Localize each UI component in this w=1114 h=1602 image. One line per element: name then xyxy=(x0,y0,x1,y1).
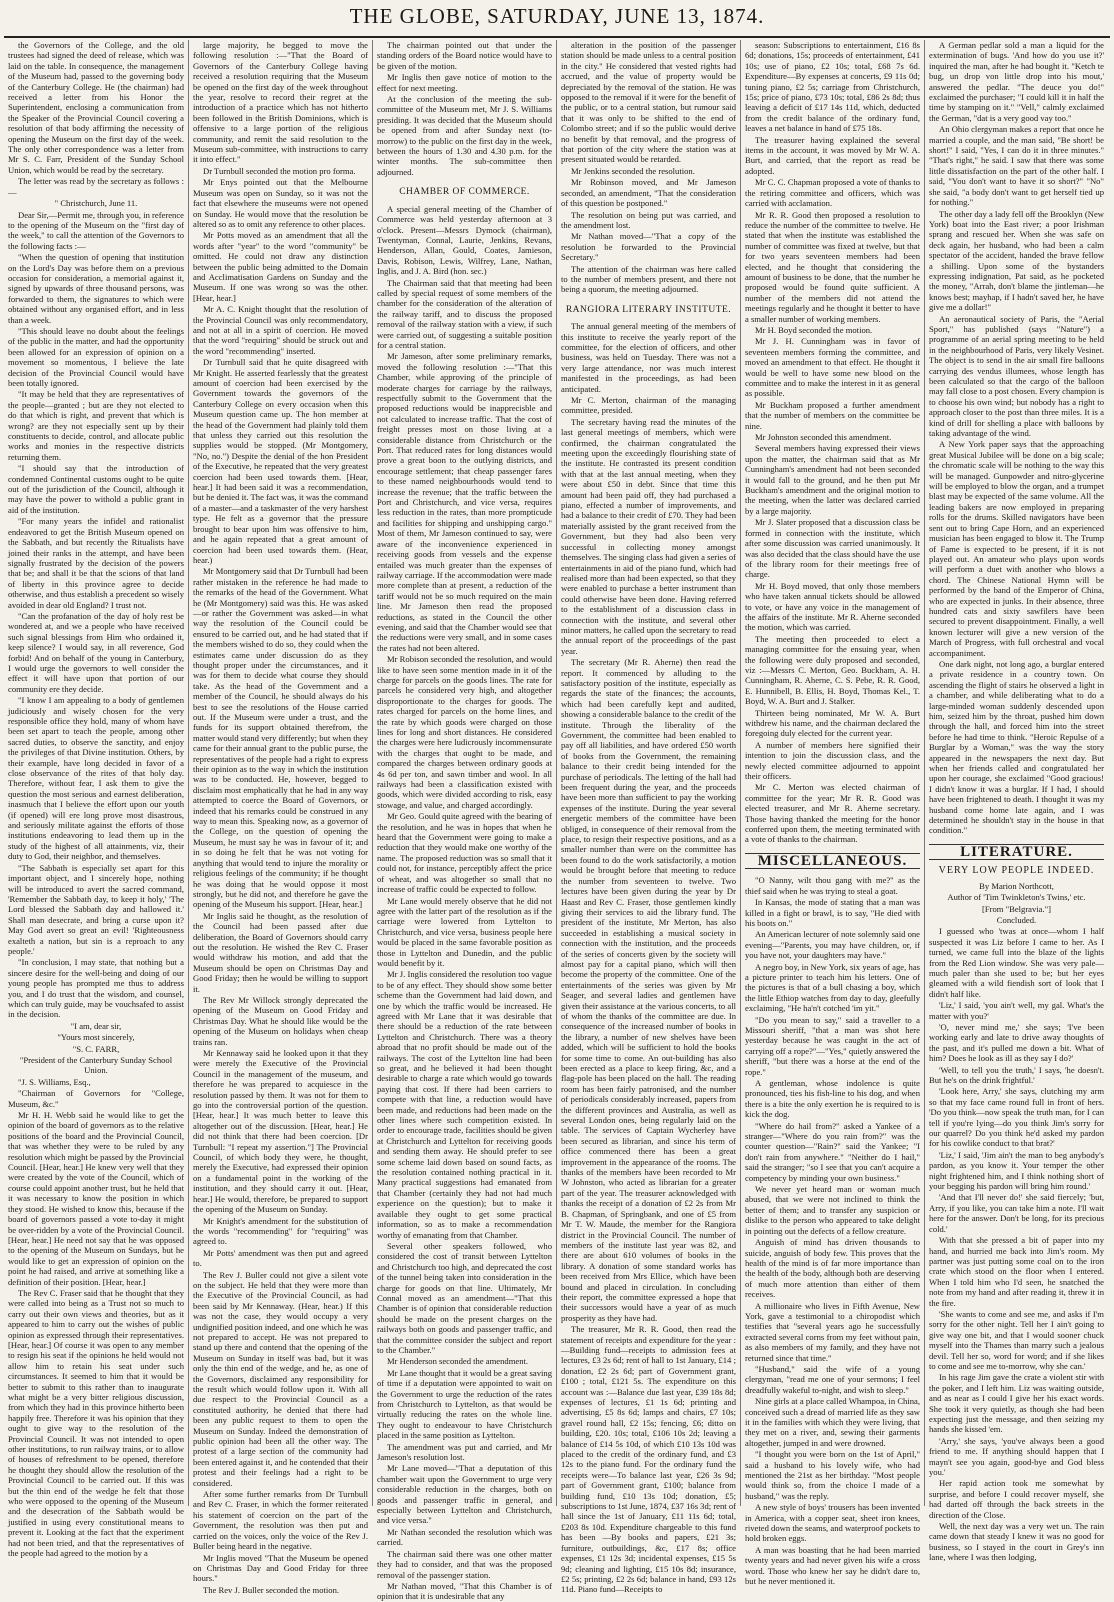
paragraph: the Governors of the College, and the old trustees had signed the deed of release, which was laid on the table. In consequence, the management of the Museum had, passed to the governing body of the Canterbury College. He (the chairman) had received a letter from his Honor the Superintendent, enclosing a communication from the Speaker of the Provincial Council covering a resolution of that body affirming the necessity of opening the Museum on the first day of the week. The only other correspondence was a letter from Mr S. C. Farr, President of the Sunday School Union, which would be read by the secretary. xyxy=(8,40,184,175)
story-title: VERY LOW PEOPLE INDEED. xyxy=(938,865,1095,877)
paragraph: "In conclusion, I may state, that nothing but a sincere desire for the well-being and doing of our young people has prompted me thus to address you, and I do trust that the wisdom, and counsel, which can truly guide, may be vouchsafed to assist in the decision. xyxy=(8,957,184,1020)
paragraph: 'Liz,' I said, 'you ain't well, my gal. What's the matter with you?' xyxy=(929,1000,1104,1021)
paragraph: "O Nanny, wilt thou gang with me?" as the thief said when he was trying to steal a goat. xyxy=(745,875,920,896)
paragraph: Several other speakers followed, who considered the cost of transit between Lyttelton and Christchurch too high, and deprecated the cost of the tunnel being taken into consideration in the charge for goods on that line. Ultimately, Mr Connal moved as an amendment—"That this Chamber is of opinion that considerable reduction should be made on the present charges on the railways both on goods and passenger traffic, and that the committee consider the subject and report to the Chamber." xyxy=(377,1240,552,1355)
paragraph: Mr Knight's amendment for the substitution of the words "recommending" for "requiring" was agreed to. xyxy=(193,1215,368,1247)
paragraph: "Can the profanation of the day of holy rest be wondered at, and we a people who have received such signal blessings from Him who ordained it, keep silence? I would say, in all reverence, God forbid! And on behalf of the young in Canterbury, I would urge the governors to well consider the effect it will have upon that portion of our community ere they decide. xyxy=(8,610,184,694)
paragraph: "I know I am appealing to a body of gentlemen judiciously and wisely chosen for the very responsible office they hold, many of whom have been set apart to teach the people, among other sacred duties, to observe the sanctity, and enjoy the privileges of that Divine institution. Others, by their example, have long decided in favor of a close observance of the rites of that holy day. Therefore, without fear, I ask them to give the question the most serious and earnest deliberation, inasmuch that I believe the effort upon our youth (if opened) will ere long prove most disastrous, and seriously militate against the efforts of those institutions endeavoring to lead them up in the study of the highest of all attainments, viz, their duty to God, their neighbor, and themselves. xyxy=(8,695,184,862)
centered-line: [From "Belgravia."] xyxy=(981,903,1052,914)
centered-line: "S. C. FARR, xyxy=(72,1043,120,1054)
paragraph: Mr Lane would merely observe that he did not agree with the latter part of the resolution as if the carriage were lowered from Lyttelton to Christchurch, and vice versa, business people here would be placed in the same favorable position as those in Lyttelton and Dunedin, and the public would benefit by it. xyxy=(377,895,552,968)
paragraph: Mr Nathan seconded the resolution which was carried. xyxy=(377,1526,552,1548)
paragraph: "Do you mean to say," said a traveller to a Missouri sheriff, "that a man was shot here yesterday because he was caught in the act of carrying off a rope?"—"Yes," quietly answered the sheriff, "but there was a horse at the end of the rope." xyxy=(745,1014,920,1077)
paragraph: Mr Geo. Gould quite agreed with the bearing of the resolution, and he was in hopes that when he heard that the Government were going to make a reduction that they would make one worthy of the name. The proposed reduction was so small that it could not, for instance, perceptibly affect the price of wheat, and was altogether so small that no increase of traffic could be expected to follow. xyxy=(377,811,552,895)
section-heading-large: MISCELLANEOUS. xyxy=(745,853,920,869)
paragraph: 'Arry,' she says, 'you've always been a good friend to me. If anything should happen that I mayn't see you again, good-bye and God bless you.' xyxy=(929,1435,1104,1478)
paragraph: I guessed who 'twas at once—whom I half suspected it was Liz before I came to her. As I turned, we came full into the blaze of the lights from the Red Lion window. She was very pale—much paler than she used to be; but her eyes gleamed with a wild fiendish sort of look that I didn't half like. xyxy=(929,926,1104,999)
centered-line: By Marion Northcott, xyxy=(979,880,1054,891)
paragraph: A new style of boys' trousers has been invented in America, with a copper seat, sheet iron knees, riveted down the seams, and waterproof pockets to hold broken eggs. xyxy=(745,1502,920,1544)
paragraph: Mr C. Merton, chairman of the managing committee, presided. xyxy=(561,395,736,416)
paragraph: A gentleman, whose indolence is quite pronounced, ties his fish-line to his dog, and when there is a bite the only exertion he is required to is kick the dog. xyxy=(745,1078,920,1120)
paragraph: Dear Sir,—Permit me, through you, in reference to the opening of the Museum on the "first day of the week," to call the attention of the Governors to the following facts :— xyxy=(8,209,184,251)
paragraph: At the conclusion of the meeting the sub-committee of the Museum met, Mr J. S. Williams presiding. It was decided that the Museum should be opened from and after Sunday next (to-morrow) to the public on the first day in the week, between the hours of 1.30 and 4.30 p.m. for the winter months. The sub-committee then adjourned. xyxy=(377,94,552,177)
paragraph: After some further remarks from Dr Turnbull and Rev C. Fraser, in which the former reiterated his statement of coercion on the part of the Government, the resolution was then put and carried on the voices, only the voice of the Rev J. Buller being heard in the negative. xyxy=(193,1489,368,1552)
column-6 xyxy=(924,40,1108,1563)
paragraph: Mr Lane thought that it would be a great saving of time if a deputation were appointed to wait on the Government to urge the reduction of the rates from Christchurch to Lyttelton, as that would be virtually reducing the rates on the whole line. They ought to endeavour to have Christchurch placed in the same position as Lyttelton. xyxy=(377,1367,552,1441)
paragraph: Mr H. Boyd moved, that only those members who have taken annual tickets should be allowed to vote, or have any voice in the management of the affairs of the institute. Mr R. Aherne seconded the motion, which was carried. xyxy=(745,580,920,633)
paragraph: The Rev Mr Willock strongly deprecated the opening of the Museum on Good Friday and Christmas Day. What he should like would be the opening of the Museum on holidays when cheap trains ran. xyxy=(193,994,368,1047)
paragraph: 'Look here, Arry,' she says, clutching my arm so that my face came round full in front of hers. 'Do you think—now speak the truth man, for I can tell if you're lying—do you think Jim's sorry for our quarrel? Do you think he'd asked my pardon for his cowlike conduct to that brat?' xyxy=(929,1086,1104,1149)
paragraph: The Chairman said that that meeting had been called by special request of some members of the chamber for the consideration of the alteration of the railway tariff, and to discuss the proposed removal of the railway station with a view, if such were carried out, of suggesting a suitable position for a central station. xyxy=(377,277,552,350)
paragraph: Dr Turnbull said that he quite disagreed with Mr Knight. He asserted fearlessly that the greatest amount of coercion had been exercised by the Government towards the governors of the Canterbury College on every occasion when this Museum question came up. The hon member at the head of the Government had plainly told them that unless they carried out this resolution the supplies would be stopped. (Mr Montgomery, "No, no.") Despite the denial of the hon President of the Executive, he repeated that the very greatest coercion had been used towards them. [Hear, hear.] It had been said it was a recommendation, but he denied it. The fact was, it was the command of a master—and a taskmaster of the very harshest type. He felt as a governor that the pressure brought to bear upon him was offensive to him, and he again repeated that a great amount of coercion had been used towards them. (Hear, hear.) xyxy=(193,357,368,565)
paragraph: The secretary having read the minutes of the last general meetings of members, which were confirmed, the chairman congratulated the meeting upon the exceedingly flourishing state of the institute. He contrasted its present condition with that at the last annual meeting, when they were about £50 in debt. Since that time this amount had been paid off, they had purchased a piano, effected a number of improvements, and had a balance to their credit of £70. They had been materially assisted by the grant received from the Government, but they had also been very successful in collecting money amongst themselves. The singing class had given a series of entertainments in aid of the piano fund, which had realised more than had been expected, so that they were enabled to purchase a better instrument than could otherwise have been done. Having referred to the establishment of a discussion class in connection with the institute, and several other minor matters, he called upon the secretary to read the annual report of the proceedings of the past year. xyxy=(561,416,736,656)
paragraph: The annual general meeting of the members of this institute to receive the yearly report of the committee, for the election of officers, and other business, was held on Tuesday. There was not a very large attendance, nor was much interest manifested in the proceedings, as had been anticipated. xyxy=(561,321,736,394)
column-1 xyxy=(4,40,188,1559)
paragraph: A negro boy, in New York, six years of age, has a picture printer to teach him his letters. One of the pictures is that of a bull chasing a boy, which the little Ethiop watches from day to day, gleefully exclaiming, "He ha'n't cotched 'im yit." xyxy=(745,961,920,1014)
paragraph: Mr Inglis moved "That the Museum be opened on Christmas Day and Good Friday for three hours." xyxy=(193,1552,368,1584)
paragraph: Mr Enys pointed out that the Melbourne Museum was open on Sunday, so it was not the fact that elsewhere the museums were not opened on Sunday. He would move that the resolution be altered so as to omit any reference to other places. xyxy=(193,177,368,229)
paragraph: 'Well, to tell you the truth,' I says, 'he doesn't. But he's on the drink frightful.' xyxy=(929,1064,1104,1085)
paragraph: Dr Turnbull seconded the motion pro forma. xyxy=(203,165,356,176)
paragraph: In Kansas, the mode of stating that a man was killed in a fight or brawl, is to say, "He died with his boots on." xyxy=(745,897,920,928)
paragraph: Mr Potts' amendment was then put and agreed to. xyxy=(193,1247,368,1269)
paragraph: The Rev C. Fraser said that he thought that they were called into being as a Trust not so much to carry out their own views and theories, but as it appeared to him to carry out the wishes of public opinion as expressed through their representatives. [Hear, hear.] Of course it was open to any member to resign his seat if the opinions he held would not allow him to retain his seat under such circumstances. It seemed to him that it would be better to submit to this rather than to inaugurate what might be a very bitter religious discussion, from which they had in this province hitherto been happily free. Therefore it was his opinion that they ought to give way to the resolution of the Provincial Council. It was not intended to open other institutions, to run railway trains, or to allow of houses of refreshment to be opened, therefore he thought they should allow the resolution of the Provincial Council to be carried out. If this was but the thin end of the wedge he felt that those who were opposed to the opening of the Museum and the desecration of the Sabbath would be justified in using every constitutional means to prevent it. Looking at the fact that the experiment had not been tried, and that the representatives of the people had agreed to the motion by a xyxy=(8,1287,184,1559)
paragraph: "Chairman of Governors for "College, Museum, &c." xyxy=(8,1088,184,1109)
paragraph: "When the question of opening that institution on the Lord's Day was before them on a previous occasion for consideration, a memorial against it, signed by upwards of three thousand persons, was forwarded to them, the signatures to which were obtained without any organised effort, and in less than a week. xyxy=(8,252,184,325)
paragraph: Her rapid action took me somewhat by surprise, and before I could recover myself, she had darted off through the back streets in the direction of the Close. xyxy=(929,1478,1104,1520)
paragraph: alteration in the position of the passenger station should be made unless to a central position in the city." He considered that vested rights had accrued, and the value of property would be depreciated by the removal of the station. He was opposed to the removal if it were for the benefit of the public, or to a central station, but rumour said that it was only to be shifted to the end of Colombo street; and if so the public would derive no benefit by that removal, and the progress of that portion of the city where the station was at present situated would be retarded. xyxy=(561,40,736,165)
paragraph: The treasurer, Mr R. R. Good, then read the statement of receipts and expenditure for the year :—Building fund—receipts to admission fees at lectures, £3 2s 6d; rent of hall to 1st January, £14 ; donation, £2 2s 6d; part of Government grant, £100 ; total, £121 5s. The expenditure on this account was :—Balance due last year, £39 18s 8d; expenses of lectures, £1 1s 6d; printing and advertising, £5 8s 6d; lamps and chairs, £7 10s; gravel round hall, £2 15s; fencing, £6; ditto on building, £20. 10s; total, £106 10s 2d; leaving a balance of £14 5s 10d, of which £10 13s 10d was placed to the credit of the ordinary fund, and £3 12s to the piano fund. For the ordinary fund the receipts were—To balance last year, £26 3s 9d; part of Government grant, £100; balance from building fund, £10 13s 10d; donation, £5; subscriptions to 1st June, 1874, £37 16s 3d; rent of hall since the 1st of January, £11 11s 6d; total, £203 8s 10d. Expenditure chargeable to this fund has been —By books and papers, £21 3s; furniture, outbuildings, &c, £17 8s; office expenses, £1 12s 3d; incidental expenses, £15 5s 9d; cleaning and lighting, £15 10s 8d; insurance, £2 5s; printing, £2 2s 6d; balance in hand, £93 12s 11d. Piano fund—Receipts to xyxy=(561,1324,736,1595)
paragraph: An American lecturer of note solemnly said one evening—"Parents, you may have children, or, if you have not, your daughters may have." xyxy=(745,929,920,961)
paragraph: A number of members here signified their intention to join the discussion class, and the newly elected committee adjourned to appoint their officers. xyxy=(745,739,920,782)
paragraph: 'Liz,' I said, 'Jim ain't the man to beg anybody's pardon, as you know it. Your temper the other night frightened him, and I think nothing short of your begging his pardon will bring him round.' xyxy=(929,1149,1104,1192)
paragraph: "It may be held that they are representatives of the people—granted ; but are they not elected to do that which is right, and prevent that which is wrong? are they not especially sent up by their constituents to decide, control, and allocate public works and monies in the respective districts returning them. xyxy=(8,389,184,462)
paragraph: Several members having expressed their views upon the matter, the chairman said that as Mr Cunningham's amendment had not been seconded it would fall to the ground, and he then put Mr Buckham's amendment and the original motion to the meeting, when the latter was declared carried by a large majority. xyxy=(745,443,920,516)
centered-line: "Yours most sincerely, xyxy=(57,1032,135,1043)
paragraph: The attention of the chairman was here called to the number of members present, and there not being a quorum, the meeting adjourned. xyxy=(561,263,736,295)
paragraph: 'She wants to come and see me, and asks if I'm sorry for the other night. Tell her I ain't going to give way one bit, and that I would sooner chuck myself into the Thames than marry such a jealous devil. Tell her so, word for word; and if she likes to come and see me to-morrow, why she can.' xyxy=(929,1308,1104,1371)
paragraph: "The Sabbath is especially set apart for this important object, and I sincerely hope, nothing will be introduced to avert the sacred command, 'Remember the Sabbath day, to keep it holy,' 'The Lord blessed the Sabbath day and hallowed it.' Shall man desecrate, and bring a curse upon it? May God avert so great an evil! 'Righteousness exalteth a nation, but sin is a reproach to any people.' xyxy=(8,862,184,956)
paragraph: Mr C. Merton was elected chairman of committee for the year; Mr R. R. Good was elected treasurer, and Mr R. Aherne secretary. Those having thanked the meeting for the honor conferred upon them, the meeting terminated with a vote of thanks to the chairman. xyxy=(745,782,920,845)
paragraph: Mr J. Inglis considered the resolution too vague to be of any effect. They should show some better scheme than the Government had laid down, and one by which the traffic would be increased. He agreed with Mr Lane that it was desirable that there should be a reduction of the rate between Lyttelton and Christchurch. There was a theory abroad that no profit should be made out of the railways. The cost of the Lyttelton line had been so great, and he believed it had been thought desirable to charge a rate which would go towards paying that cost. If there had been carriers to compete with that line, a reduction would have been made, and reductions had been made on the other lines where such competition existed. In order to encourage trade, facilities should be given at Christchurch and Lyttelton for receiving goods and sending them away. He should prefer to see some scheme laid down based on sound facts, as the resolution contained nothing practical in it. Many practical suggestions had emanated from that Chamber (certainly they had not had much experience on the question); but to make it available they ought to get some practical information, so as to make a recommendation worthy of emanating from that Chamber. xyxy=(377,969,552,1240)
paragraph: "For many years the infidel and rationalist endeavored to get the British Museum opened on the Sabbath, and but recently the Ritualists have joined their ranks in the attempt, and have been signally frustrated by the decision of the powers that be; and shall it be that the scions of that land of liberty in this province agree to decide otherwise, and thus establish a precedent so wisely avoided in dear old England? I trust not. xyxy=(8,516,184,610)
paragraph: Mr J. H. Cunningham was in favor of seventeen members forming the committee, and moved an amendment to that effect. He thought it would be well to have some new blood on the committee and to make the interest in it as general as possible. xyxy=(745,336,920,399)
paragraph: Mr H. H. Webb said he would like to get the opinion of the board of governors as to the relative positions of the board and the Provincial Council, that was whether they were to be ruled by any resolution which might be passed by the Provincial Council. [Hear, hear.] He knew very well that they were created by the vote of the Council, which of course could appoint another trust, but he held that it was necessary to know the position in which they stood. He wished to know this, because if the board of governors passed a vote to-day it might be over-ridden by a vote of the Provincial Council. [Hear, hear.] He need not say that he was opposed to the opening of the Museum on Sundays, but he would like to get an expression of opinion on the point he had raised, and arrive at something like a definition of their position. [Hear, hear.] xyxy=(8,1110,184,1287)
paragraph: A man was boasting that he had been married twenty years and had never given his wife a cross word. Those who knew her say he didn't dare to, but he never mentioned it. xyxy=(745,1544,920,1587)
paragraph: Mr Johnston seconded this amendment. xyxy=(755,432,892,443)
paragraph: "Where do hail from?" asked a Yankee of a stranger—"Where do you rain from?" was the counter question—"Rain?" said the Yankee; "I don't rain from anywhere." "Neither do I hail," said the stranger; "so I see that you can't acquire a competency by minding your own business." xyxy=(745,1120,920,1183)
paragraph: Mr C. C. Chapman proposed a vote of thanks to the retiring committee and officers, which was carried with acclamation. xyxy=(745,177,920,209)
paragraph: An aeronautical society of Paris, the "Aerial Sport," has published (says "Nature") a programme of an aerial spring meeting to be held in the neighbourhood of Paris, very likely Vesinet. The object is to send in the air small fire balloons carrying des vendus illumees, whose length has been calculated so that the cargo of the balloon may fall close to a post chosen. Every champion is to choose his own wind; but nobody has a right to approach closer to the post than three miles. It is a kind of drill for shelling a place with balloons by taking advantage of the wind. xyxy=(929,313,1104,439)
paragraph: Mr Robinson moved, and Mr Jameson seconded, an amendment, "That the consideration of this question be postponed." xyxy=(561,177,736,209)
centered-line: "President of the Canterbury Sunday School Union. xyxy=(19,1055,173,1076)
paragraph: Nine girls at a place called Whampoa, in China, conceived such a dread of married life as they saw it in the families with which they were living, that they met on a river, and, sewing their garments altogether, jumped in and were drowned. xyxy=(745,1396,920,1448)
masthead: THE GLOBE, SATURDAY, JUNE 13, 1874. xyxy=(349,4,765,28)
centered-line: " Christchurch, June 11. xyxy=(54,198,138,209)
paragraph: The secretary (Mr R. Aherne) then read the report. It commenced by alluding to the satisfactory position of the institute, especially as regards the state of the finances; the accounts, which had been carefully kept and audited, showing a considerable balance to the credit of the institute. Through the liberality of the Government, the committee had been enabled to pay off all liabilities, and have ordered £50 worth of books from the Government, the remaining balance to their credit being intended for the purchase of periodicals. The letting of the hall had been frequent during the year, and the proceeds have been more than sufficient to pay the working expenses of the institute. During the year several energetic members of the committee have been obliged, in consequence of their removal from the place, to resign their respective positions, and as a smaller number than were on the committee has been found to do the work satisfactorily, a motion would be brought before that meeting to reduce the number from seventeen to twelve. Two lectures have been given during the year by Dr Haast and Rev C. Fraser, those gentlemen kindly giving their services to aid the library fund. The president of the institute, Mr Merton, has also succeeded in establishing a musical society in connection with the institution, and the proceeds of the series of concerts given by the society will almost pay for a capital piano, which will then become the property of the committee. One of the entertainments of the series was given by Mr Seager, and several ladies and gentlemen have given their assistance at the various concerts, to all of whom the thanks of the committee are due. In consequence of the increased number of books in the library, a number of new shelves have been added, which will be sufficient to hold the books for some time to come. An out-building has also been erected as a place to keep firing, &c, and a flag-pole has been placed on the hall. The reading room has been fairly patronised, and the number of periodicals considerably increased, papers from the different provinces and Australia, as well as several London ones, being regularly laid on the table. The services of Captain Wycherley have been secured as librarian, and since his term of office commenced there has been a great improvement in the appearance of the rooms. The thanks of the members have been recorded to Mr W Johnston, who acted as librarian for a greater part of the year. The treasurer acknowledged with thanks the receipt of a donation of £2 2s from Mr B. Chapman, of Springbank, and one of £5 from Mr T. W. Maude, the member for the Rangiora district in the Provincial Council. The number of members of the institute last year was 82, and there are about 610 volumes of books in the library. A donation of some standard works has been received from Mrs Ellice, which have been bound and placed in circulation. In concluding their report, the committee expressed a hope that their successors would have a year of as much prosperity as they have had. xyxy=(561,657,736,1323)
column-4 xyxy=(556,40,740,1595)
columns-container xyxy=(4,40,1110,1602)
column-2 xyxy=(188,40,372,1595)
column-3 xyxy=(372,40,556,1602)
paragraph: "J. S. Williams, Esq., xyxy=(18,1076,91,1087)
paragraph: Mr Jameson, after some preliminary remarks, moved the following resolution :—"That this Chamber, while approving of the principle of moderate charges for carriage by the railways, respectfully submit to the Government that the proposed reductions would be inapprecisble and not calculated to increase traffic. That the cost of freight presses most on those living at a considerable distance from Christchurch or the Port. That reduced rates for long distances would prove a great boon to the outlying districts, and encourage settlement; that cheap passenger fares to these named neighbourhoods would tend to increase the revenue; that the traffic between the Port and Christchurch, and vice versa, requires less reduction in the rates, than more prompticude and facilities for shipping and unshipping cargo." Most of them, Mr Jameson continued to say, were aware of the inconvenience experienced in receiving goods from vessels and the expense entailed was much greater than the expenses of railway carriage. If the accommodation were made more complete than at present, a reduction of the tariff would not be so much required on the main line. Mr Jameson then read the proposed reductions, as stated in the Council the other evening, and said that the Chamber would see that the reductions were very small, and in some cases the rates had not been altered. xyxy=(377,351,552,653)
paragraph: Mr H. Boyd seconded the motion. xyxy=(755,324,873,335)
paragraph: The Rev J. Buller seconded the motion. xyxy=(203,1584,340,1595)
paragraph: An Ohio clergyman makes a report that once he married a couple, and the man said, "Be short! be short!" I said, "Yes, I can do it in three minutes." "That's right," he said. I saw that there was some little dissatisfaction on the part of the other half. I said, "You don't want to have it so short?" "No" she said, "a body don't want to get herself tied up for nothing." xyxy=(929,124,1104,208)
paragraph: "Husband," said the wife of a young clergyman, "read me one of your sermons; I feel dreadfully wakeful to-night, and wish to sleep." xyxy=(745,1363,920,1395)
paragraph: Mr Buckham proposed a further amendment that the number of members on the committee be nine. xyxy=(745,399,920,431)
paragraph: "This should leave no doubt about the feelings of the public in the matter, and had the opportunity been allowed for an expression of opinion on a movement so momentous, I believe the late decision of the Provincial Council would have been totally ignored. xyxy=(8,325,184,388)
paragraph: Thirteen being nominated, Mr W. A. Burt withdrew his name, and the chairman declared the foregoing duly elected for the current year. xyxy=(745,707,920,739)
masthead-rule xyxy=(4,36,1110,38)
paragraph: 'And that I'll never do!' she said fiercely; 'but, Arry, if you like, you can take him a note. I'll wait here for the answer. Don't be long, for its precious cold.' xyxy=(929,1192,1104,1234)
paragraph: Mr Potts moved as an amendment that all the words after "year" to the word "community" be omitted. He could not draw any distinction between the public being admitted to the Domain and Acclimatisation Gardens on Sunday and the Museum. If one was wrong so was the other. [Hear, hear.] xyxy=(193,230,368,303)
paragraph: The chairman pointed out that under the standing orders of the Board notice would have to be given of the motion. xyxy=(377,40,552,71)
centered-line: Concluded. xyxy=(996,914,1037,925)
section-heading: CHAMBER OF COMMERCE. xyxy=(399,187,530,198)
centered-line: "I am, dear sir, xyxy=(70,1020,122,1031)
paragraph: Mr A. C. Knight thought that the resolution of the Provincial Council was only recommendatory, and not at all in a spirit of coercion. He moved that the word "requiring" should be struck out and the word "recommending" inserted. xyxy=(193,304,368,356)
paragraph: "I thought you were born on the 1st of April," said a husband to his lovely wife, who had mentioned the 21st as her birthday. "Most people would think so, from the choice I made of a husband," was the reply. xyxy=(745,1449,920,1501)
paragraph: In his rage Jim gave the crate a violent stir with the poker, and I left him. Liz was waiting outside, and as near as I could I give her his exact words. She took it very quietly, as though she had been expecting just the message, and then seizing my hands she kissed 'em. xyxy=(929,1372,1104,1435)
paragraph: The meeting then proceeded to elect a managing committee for the ensuing year, when the following were duly proposed and seconded, viz :—Messrs C. Merton, Geo. Buckham, A. H. Cunningham, R. Aherne, C. S. Pebe, R. R. Good, E. Hunnibell, B. Ellis, H. Boyd, Thomas Kel., T. Boyd, W. A. Burt and J. Stalker. xyxy=(745,633,920,707)
paragraph: The chairman said there was one other matter they had to consider, and that was the proposed removal of the passenger station. xyxy=(377,1548,552,1580)
paragraph: Mr Robison seconded the resolution, and would like to have seen some mention made in it of the charge for parcels on the goods lines. The rate for parcels he considered very high, and altogether disproportionate to the charges for goods. The rates charged for parcels on the home lines, and the rate by which goods were charged on those lines for long and short distances. He considered the charges were here ludicrously incommensurate with the charges that ought to be made, and compared the charges between ordinary goods at 4s 6d per ton, and sawn timber and wool. In all railways had been a classification existed with goods, which were divided according to risk, easy stowage, and value, and charged accordingly. xyxy=(377,654,552,810)
paragraph: Anguish of mind has driven thousands to suicide, anguish of body few. This proves that the health of the mind is of far more importance than the health of the body, although both are deserving of much more attention than either of them receives. xyxy=(745,1237,920,1300)
paragraph: A millionaire who lives in Fifth Avenue, New York, gave a testimonial to a chiropodist which testifies that "several years ago he successfully extracted several corns from my feet without pain, as also members of my family, and they have not returned since that time." xyxy=(745,1300,920,1363)
paragraph: 'O, never mind me,' she says; 'I've been working early and late to drive away thoughts of the past, and it's pulled me down a bit. What of him? Does he look as ill as they say I do?' xyxy=(929,1021,1104,1064)
paragraph: The amendment was put and carried, and Mr Jameson's resolution lost. xyxy=(377,1441,552,1463)
paragraph: Mr Inglis then gave notice of motion to the effect for next meeting. xyxy=(377,72,552,93)
paragraph: Mr Lane moved—"That a deputation of this chamber wait upon the Government to urge very considerable reduction in the charges, both on goods and passenger traffic in general, and especially between Lyttelton and Christchurch, and vice versa." xyxy=(377,1463,552,1526)
paragraph: The other day a lady fell off the Brooklyn (New York) boat into the East river; a poor Irishman sprang and rescued her. When she was safe on deck again, her husband, who had been a calm spectator of the accident, handed the brave fellow a shilling. Upon some of the bystanders expressing indignation, Pat said, as he pocketed the money, "Arrah, don't blame the jintleman—he knows best; mayhap, if I hadn't saved her, he have give me a dollar!" xyxy=(929,208,1104,313)
paragraph: With that she pressed a bit of paper into my hand, and hurried me back into Jim's room. My partner was just putting some coal on to the iron crate which stood on the floor when I entered. When I told him who I'd seen, he snatched the note from my hand and after reading it, threw it in the fire. xyxy=(929,1235,1104,1308)
paragraph: Mr Inglis said he thought, as the resolution of the Council had been passed after due deliberation, the Board of Governors should carry out the resolution. He wished the Rev C. Fraser would withdraw his motion, and add that the Museum should be open on Christmas Day and Good Friday; then he would be willing to support it. xyxy=(193,910,368,994)
column-5 xyxy=(740,40,924,1587)
centered-line: Author of 'Tim Twinkleton's Twins,' etc. xyxy=(947,892,1086,903)
section-heading: RANGIORA LITERARY INSTITUTE. xyxy=(565,304,732,315)
paragraph: Mr Montgomery said that Dr Turnbull had been rather mistaken in the reference he had made to the remarks of the head of the Government. What he (Mr Montgomery) said was this. He was asked—or rather the Government was asked—in what way the resolution of the Council could be ensured to be carried out, and he had stated that if the members wished to do so, they could when the estimates came under discussion do as they thought proper under the circumstances, and it was for them to decide what course they should take. As the head of the Government and a member of the Council, he should always do his best to see the resolutions of the House carried out. If the Museum were under a trust, and the funds for its support obtained therefrom, the matter would stand very differently; but when they came for their annual grant to the public purse, the representatives of the people had a right to express their opinion as to the way in which the institution was to be conducted. He, however, begged to disclaim most emphatically that he had in any way attempted to coerce the Board of Governors, or indeed that his remarks could be construed in any way to mean this. Speaking now, as a governor of the College, on the question of opening the Museum, he must say he was in favour of it; and in so doing he felt that he was not voting for anything that would tend to injure the morality or religious feelings of the community; if he thought he was doing that he would oppose it most strongly, but he did not, and therefore he gave the opening of the Museum his support. [Hear, hear.] xyxy=(193,566,368,910)
paragraph: Mr R. R. Good then proposed a resolution to reduce the number of the committee to twelve. He stated that when the institute was established the number of committee was fixed at twelve, but that for two years seventeen members had been elected, and he thought that considering the amount of business to be done, that the number he proposed would be found quite sufficient. A number of the members did not attend the meetings regularly and he thought it better to have a smaller number of working members. xyxy=(745,209,920,324)
paragraph: Mr Nathan moved, "That this Chamber is of opinion that it is undesirable that any xyxy=(377,1580,552,1602)
paragraph: Well, the next day was a very wet un. The rain came down that steady I knew it was no good for business, so I stayed in the court in Grey's inn lane, where I was then lodging, xyxy=(929,1521,1104,1563)
paragraph: The Rev J. Buller could not give a silent vote on the subject. He held that they were more than the Executive of the Provincial Council, as had been said by Mr Kennaway. (Hear, hear.) If this was not the case, they would occupy a very undignified position indeed, and one which he was not prepared to accept. He was not prepared to stand up there and contend that the opening of the Museum on Sunday in itself was bad, but it was only the thin end of the wedge, and he, as one of the Governors, disclaimed any responsibility for the result which would follow upon it. With all due respect to the Provincial Council as a constituted authority, he denied that there had been any public request to them to open the Museum on Sunday. Indeed the demonstration of public opinion had been all the other way. The protest of a large section of the community had been entered against it, and he contended that their protest and their feelings had a right to be considered. xyxy=(193,1269,368,1488)
paragraph: Mr Nathan moved—"That a copy of the resolution be forwarded to the Provincial Secretary." xyxy=(561,231,736,263)
paragraph: The resolution on being put was carried, and the amendment lost. xyxy=(561,209,736,230)
paragraph: A German pedlar sold a man a liquid for the extermination of bugs. 'And how do you use it?' inquired the man, after he had bought it. "Ketch te bug, un drop von little drop into his mout,' answered the pedlar. "The deuce you do!" exclaimed the purchaser; "I could kill it in half the time by stamping on it." "Vell," calmly exclaimed the German, "dat is a very good vay too." xyxy=(929,40,1104,123)
paragraph: Mr Henderson seconded the amendment. xyxy=(387,1356,529,1367)
paragraph: large majority, he begged to move the following resolution :—"That the Board of Governors of the Canterbury College having received a resolution requiring that the Museum be opened on the first day of the week throughout the year, resolve to record their regret at the introduction of a practice which has not hitherto been followed in the British Dominions, which is offensive to a large portion of the religious community, and remit the said resolution to the Museum sub-committee, with instructions to carry it into effect." xyxy=(193,40,368,165)
paragraph: Mr Jenkins seconded the resolution. xyxy=(571,165,695,176)
paragraph: A special general meeting of the Chamber of Commerce was held yesterday afternoon at 3 o'clock. Present—Messrs Dymock (chairman), Twentyman, Connal, Laurie, Jenkins, Revans, Henderson, Allan, Gould, Coates, Jamieson, Davis, Robison, Lewis, Wilfrey, Lane, Nathan, Inglis, and J. A. Bird (hon. sec.) xyxy=(377,203,552,277)
paragraph: The letter was read by the secretary as follows :— xyxy=(8,176,184,197)
paragraph: Mr Kennaway said he looked upon it that they were merely the Executive of the Provincial Council in the management of the museum, and therefore he was prepared to acquiesce in the resolution passed by them. It was not for them to go into the controversial portion of the question. [Hear, hear.] It was much better to leave this altogether out of the discussion. [Hear, hear.] He did not think that there had been coercion. [Dr Turnbull: "I repeat my assertion."] The Provincial Council, of which body they were, he thought, merely the Executive, had expressed their opinion on a fundamental point in the working of the institution, and they should carry it out. [Hear, hear.] He would, therefore, be prepared to support the opening of the Museum on Sunday. xyxy=(193,1048,368,1215)
paragraph: We never yet heard man or woman much abused, that we were not inclined to think the better of them; and to transfer any suspicion or dislike to the person who appeared to take delight in pointing out the defects of a fellow creature. xyxy=(745,1184,920,1236)
paragraph: season: Subscriptions to entertainment, £16 8s 6d; donations, 15s; proceeds of entertainment, £41 10s; use of piano, £2 10s; total, £68 7s 6d. Expenditure—By expenses at concerts, £9 11s 0d; tuning piano, £2 5s; carriage from Christchurch, 15s; price of piano, £73 10s; total, £86 2s 8d; thus leaving a deficit of £17 14s 11d, which, deducted from the credit balance of the ordinary fund, leaves a net balance in hand of £75 18s. xyxy=(745,40,920,134)
paragraph: One dark night, not long ago, a burglar entered a private residence in a country town. On ascending the flight of stairs he observed a light in a chamber, and while deliberating what to do a large-minded woman suddenly descended upon him, seized him by the throat, pushed him down through the hall, and forced him into the street before he had time to think. "Heroic Repulse of a Burglar by a Woman," was the way the story appeared in the newspapers the next day. But when her friends called and congratulated her upon her courage, she exclaimed "Good gracious! I didn't know it was a burglar. If I had, I should have been frightened to death. I thought it was my husband come home late again, and I was determined he shouldn't stay in the house in that condition." xyxy=(929,658,1104,836)
paragraph: "I should say that the introduction of condemned Continental customs ought to be quite out of the jurisdiction of the Council, although it may have the power to withold a public grant in aid of the institution. xyxy=(8,463,184,515)
paragraph: Mr J. Slater proposed that a discussion class be formed in connection with the institute, which after some discussion was carried unanimously. It was also decided that the class should have the use of the library room for their meetings free of charge. xyxy=(745,517,920,580)
section-heading-large: LITERATURE. xyxy=(929,844,1104,860)
paragraph: A New York paper says that the approaching great Musical Jubilee will be done on a big scale; the chromatic scale will be nothing to the way this will be managed. Gunpowder and nitro-glycerine will be employed to blow the organ, and a trumpet blast may be expected of the same volume. All the leading bakers are now employed in preparing rolls for the drums. Skilled navigators have been sent out to bring Cape Horn, and an experienced musician has been engaged to blow it. The Trump of Fame is expected to be present, if it is not played out. An amateur who plays upon words will perform a duet with another who blows a chord. The Chinese National Hymn will be performed by the band of the Emperor of China, who are expected in junks. In their absence, three hundred cats and sixty sawfilers have been secured to prevent disappointment. Finally, a well known lecturer will give a new version of the March of Progress, with full orchestral and vocal accompaniment. xyxy=(929,439,1104,658)
paragraph: The treasurer having explained the several items in the account, it was moved by Mr W. A. Burt, and carried, that the report as read be adopted. xyxy=(745,134,920,176)
